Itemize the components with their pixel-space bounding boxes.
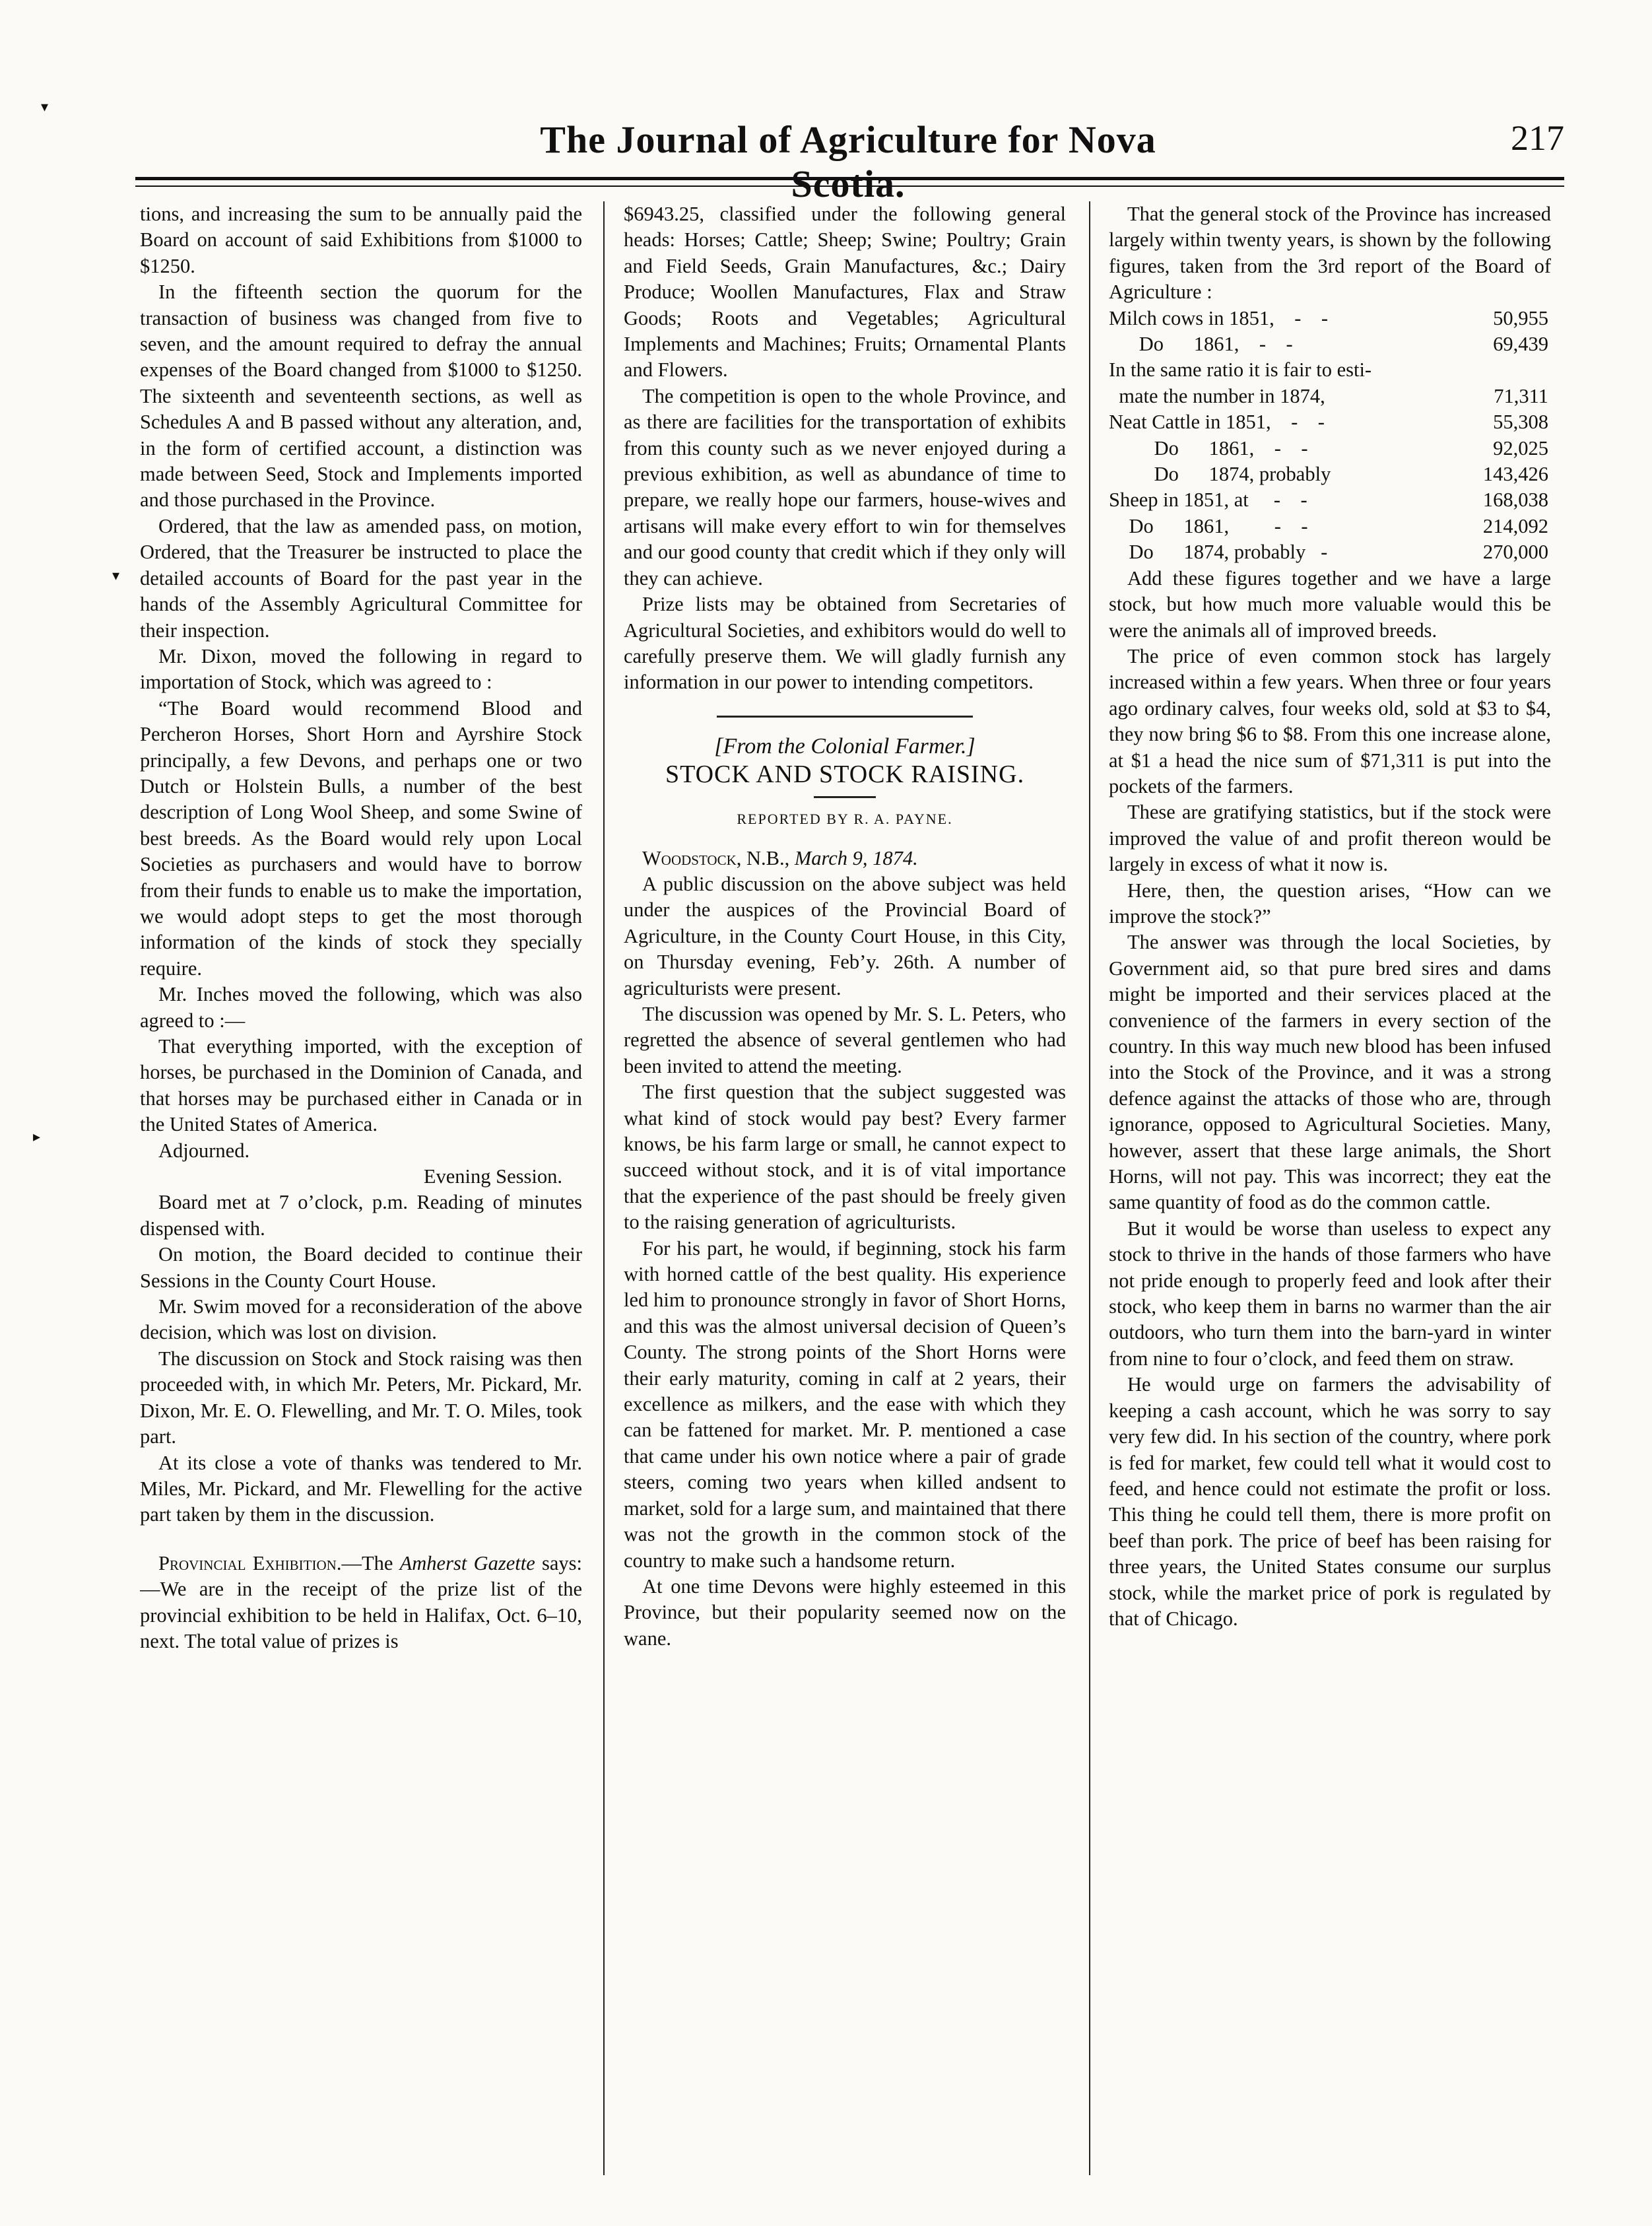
- paragraph: But it would be worse than useless to expect any stock to thrive in the hands of those farmers who have not pride enough to properly feed and look after their stock, who keep them in barns no warmer than the air outdoors, who turn them into the barn-yard in winter from nine to four o’clock, and feed them on straw.: [1109, 1217, 1551, 1370]
- paragraph: The price of even common stock has largely increased within a few years. When three or four years ago ordinary calves, four weeks old, sold at $3 to $4, they now bring $6 to $8. From this one increase alone, at $1 a head the nice sum of $71,311 is put into the pockets of the farmers.: [1109, 644, 1551, 797]
- column-divider: [1089, 201, 1090, 2175]
- paragraph: These are gratifying statistics, but if the stock were improved the value of and profit thereon would be largely in excess of what it now is.: [1109, 801, 1551, 876]
- paragraph: Mr. Inches moved the following, which was also agreed to :—: [140, 983, 582, 1032]
- stat-row: Do 1861, - - 214,092: [1109, 514, 1548, 537]
- paragraph: The discussion on Stock and Stock raising was then proceeded with, in which Mr. Peters, Mr. Pickard, Mr. Dixon, Mr. E. O. Flewelling, and Mr. T. O. Miles, took part.: [140, 1347, 582, 1448]
- page-header: [135, 118, 1564, 205]
- stat-row: In the same ratio it is fair to esti-: [1109, 358, 1372, 382]
- stat-row: Do 1861, - - 92,025: [1109, 436, 1548, 459]
- margin-speck: ▸: [33, 1129, 41, 1145]
- paragraph: Add these figures together and we have a large stock, but how much more valuable would this be were the animals all of improved breeds.: [1109, 566, 1551, 642]
- column-divider: [603, 201, 605, 2175]
- paragraph: Prize lists may be obtained from Secretaries of Agricultural Societies, and exhibitors would do well to carefully preserve them. We will gladly furnish any information in our power to intending competitors.: [624, 593, 1066, 694]
- margin-speck: ▾: [41, 99, 49, 116]
- paragraph: tions, and increasing the sum to be annually paid the Board on account of said Exhibitions from $1000 to $1250.: [140, 203, 582, 277]
- column-1: [140, 201, 582, 2182]
- margin-speck: ▾: [112, 568, 120, 584]
- paragraph: Board met at 7 o’clock, p.m. Reading of minutes dispensed with.: [140, 1191, 582, 1240]
- article-heading: STOCK AND STOCK RAISING.: [665, 760, 1025, 789]
- section-divider: [717, 716, 974, 718]
- article-byline: REPORTED BY R. A. PAYNE.: [737, 811, 953, 828]
- column-2: [624, 201, 1066, 2182]
- paragraph: The first question that the subject suggested was what kind of stock would pay best? Every farmer knows, be his farm large or small, he cannot expect to succeed without stock, and it is of vital importance that the experience of the past should be freely given to the raising generation of agriculturists.: [624, 1081, 1066, 1234]
- paragraph: “The Board would recommend Blood and Percheron Horses, Short Horn and Ayrshire Stock principally, a few Devons, and perhaps one or two Dutch or Holstein Bulls, a number of the best description of Long Wool Sheep, and some Swine of best breeds. As the Board would rely upon Local Societies as purchasers and would have to borrow from their funds to enable us to make the importation, we would adopt steps to get the most thorough information of the kinds of stock they specially require.: [140, 696, 582, 980]
- paragraph-exhibition: Provincial Exhibition.—The Amherst Gazette says:—We are in the receipt of the prize list of the provincial exhibition to be held in Halifax, Oct. 6–10, next. The total value of prizes is: [140, 1551, 582, 1652]
- paragraph: That everything imported, with the exception of horses, be purchased in the Dominion of Canada, and that horses may be purchased either in Canada or in the United States of America.: [140, 1035, 582, 1136]
- stat-row: Neat Cattle in 1851, - - 55,308: [1109, 411, 1548, 434]
- header-rule: [135, 177, 1564, 180]
- paragraph: The competition is open to the whole Province, and as there are facilities for the transportation of exhibits from this county such as we never enjoyed during a previous exhibition, as well as abundance of time to prepare, we really hope our farmers, house-wives and artisans will make every effort to win for themselves and our good county that credit which if they only will they can achieve.: [624, 384, 1066, 590]
- paragraph: On motion, the Board decided to continue their Sessions in the County Court House.: [140, 1243, 582, 1292]
- paragraph: That the general stock of the Province has increased largely within twenty years, is shown by the following figures, taken from the 3rd report of the Board of Agriculture :: [1109, 203, 1551, 304]
- section-lead: Provincial Exhibition.: [158, 1551, 342, 1574]
- stat-row: Do 1861, - - 69,439: [1109, 333, 1548, 356]
- paragraph: At one time Devons were highly esteemed in this Province, but their popularity seemed now on the wane.: [624, 1574, 1066, 1650]
- paragraph: The discussion was opened by Mr. S. L. Peters, who regretted the absence of several gentlemen who had been invited to attend the meeting.: [624, 1002, 1066, 1077]
- journal-title: The Journal of Agriculture for Nova Scotia.: [540, 118, 1156, 205]
- paragraph: Mr. Swim moved for a reconsideration of the above decision, which was lost on division.: [140, 1295, 582, 1344]
- paragraph: $6943.25, classified under the following general heads: Horses; Cattle; Sheep; Swine; Poultry; Grain and Field Seeds, Grain Manufactures, &c.; Dairy Produce; Woollen Manufactures, Flax and Straw Goods; Roots and Vegetables; Agricultural Implements and Machines; Fruits; Ornamental Plants and Flowers.: [624, 203, 1066, 382]
- paragraph: A public discussion on the above subject was held under the auspices of the Provincial Board of Agriculture, in the County Court House, in this City, on Thursday evening, Feb’y. 26th. A number of agriculturists were present.: [624, 872, 1066, 999]
- column-3: [1109, 201, 1551, 2182]
- paragraph: Adjourned.: [158, 1139, 250, 1162]
- stat-row: Milch cows in 1851, - - 50,955: [1109, 306, 1548, 329]
- paragraph: For his part, he would, if beginning, stock his farm with horned cattle of the best quality. His experience led him to pronounce strongly in favor of Short Horns, and this was the almost universal decision of Queen’s County. The strong points of the Short Horns were their early maturity, coming in calf at 2 years, their excellence as milkers, and the ease with which they can be fattened for market. Mr. P. mentioned a case that came under his own notice where a pair of grade steers, coming two years when killed andsent to market, sold for a large sum, and maintained that there was not the growth in the common stock of the country to make such a handsome return.: [624, 1236, 1066, 1572]
- paragraph: The answer was through the local Societies, by Government aid, so that pure bred sires and dams might be imported and their services placed at the convenience of the farmers in every section of the country. In this way much new blood has been infused into the Stock of the Province, and it was a strong defence against the attacks of those who are, through ignorance, opposed to Agricultural Societies. Many, however, assert that these large animals, the Short Horns, will not pay. This was incorrect; they eat the same quantity of food as do the common cattle.: [1109, 931, 1551, 1214]
- page-number: 217: [1511, 118, 1564, 158]
- session-heading: Evening Session.: [423, 1165, 562, 1188]
- article-source: [From the Colonial Farmer.]: [714, 733, 975, 759]
- paragraph: At its close a vote of thanks was tendered to Mr. Miles, Mr. Pickard, and Mr. Flewelling for the active part taken by them in the discussion.: [140, 1451, 582, 1526]
- stat-row: Sheep in 1851, at - - 168,038: [1109, 489, 1548, 512]
- stat-row: Do 1874, probably 143,426: [1109, 463, 1548, 486]
- stat-row: mate the number in 1874, 71,311: [1109, 384, 1548, 407]
- stock-statistics-table: [1109, 306, 1551, 566]
- paragraph: Here, then, the question arises, “How can we improve the stock?”: [1109, 879, 1551, 928]
- paragraph: In the fifteenth section the quorum for the transaction of business was changed from five to seven, and the amount required to defray the annual expenses of the Board changed from $1000 to $1250. The sixteenth and seventeenth sections, as well as Schedules A and B passed without any alteration, and, in the form of certified account, a distinction was made between Seed, Stock and Implements imported and those purchased in the Province.: [140, 281, 582, 512]
- stat-row: Do 1874, probably - 270,000: [1109, 541, 1548, 564]
- heading-divider: [814, 796, 876, 798]
- paragraph: He would urge on farmers the advisability of keeping a cash account, which he was sorry to say very few did. In his section of the country, where pork is fed for market, few could tell what it would cost to feed, and hence could not estimate the profit or loss. This thing he could tell them, there is more profit on beef than pork. The price of beef has been raising for three years, the United States consume our surplus stock, while the market price of pork is regulated by that of Chicago.: [1109, 1373, 1551, 1630]
- paragraph: Ordered, that the law as amended pass, on motion, Ordered, that the Treasurer be instructed to place the detailed accounts of Board for the past year in the hands of the Assembly Agricultural Committee for their inspection.: [140, 514, 582, 642]
- dateline: Woodstock, N.B., March 9, 1874.: [642, 846, 918, 869]
- newspaper-name: Amherst Gazette: [399, 1551, 535, 1574]
- header-rule-thin: [135, 186, 1564, 187]
- paragraph: Mr. Dixon, moved the following in regard to importation of Stock, which was agreed to :: [140, 644, 582, 694]
